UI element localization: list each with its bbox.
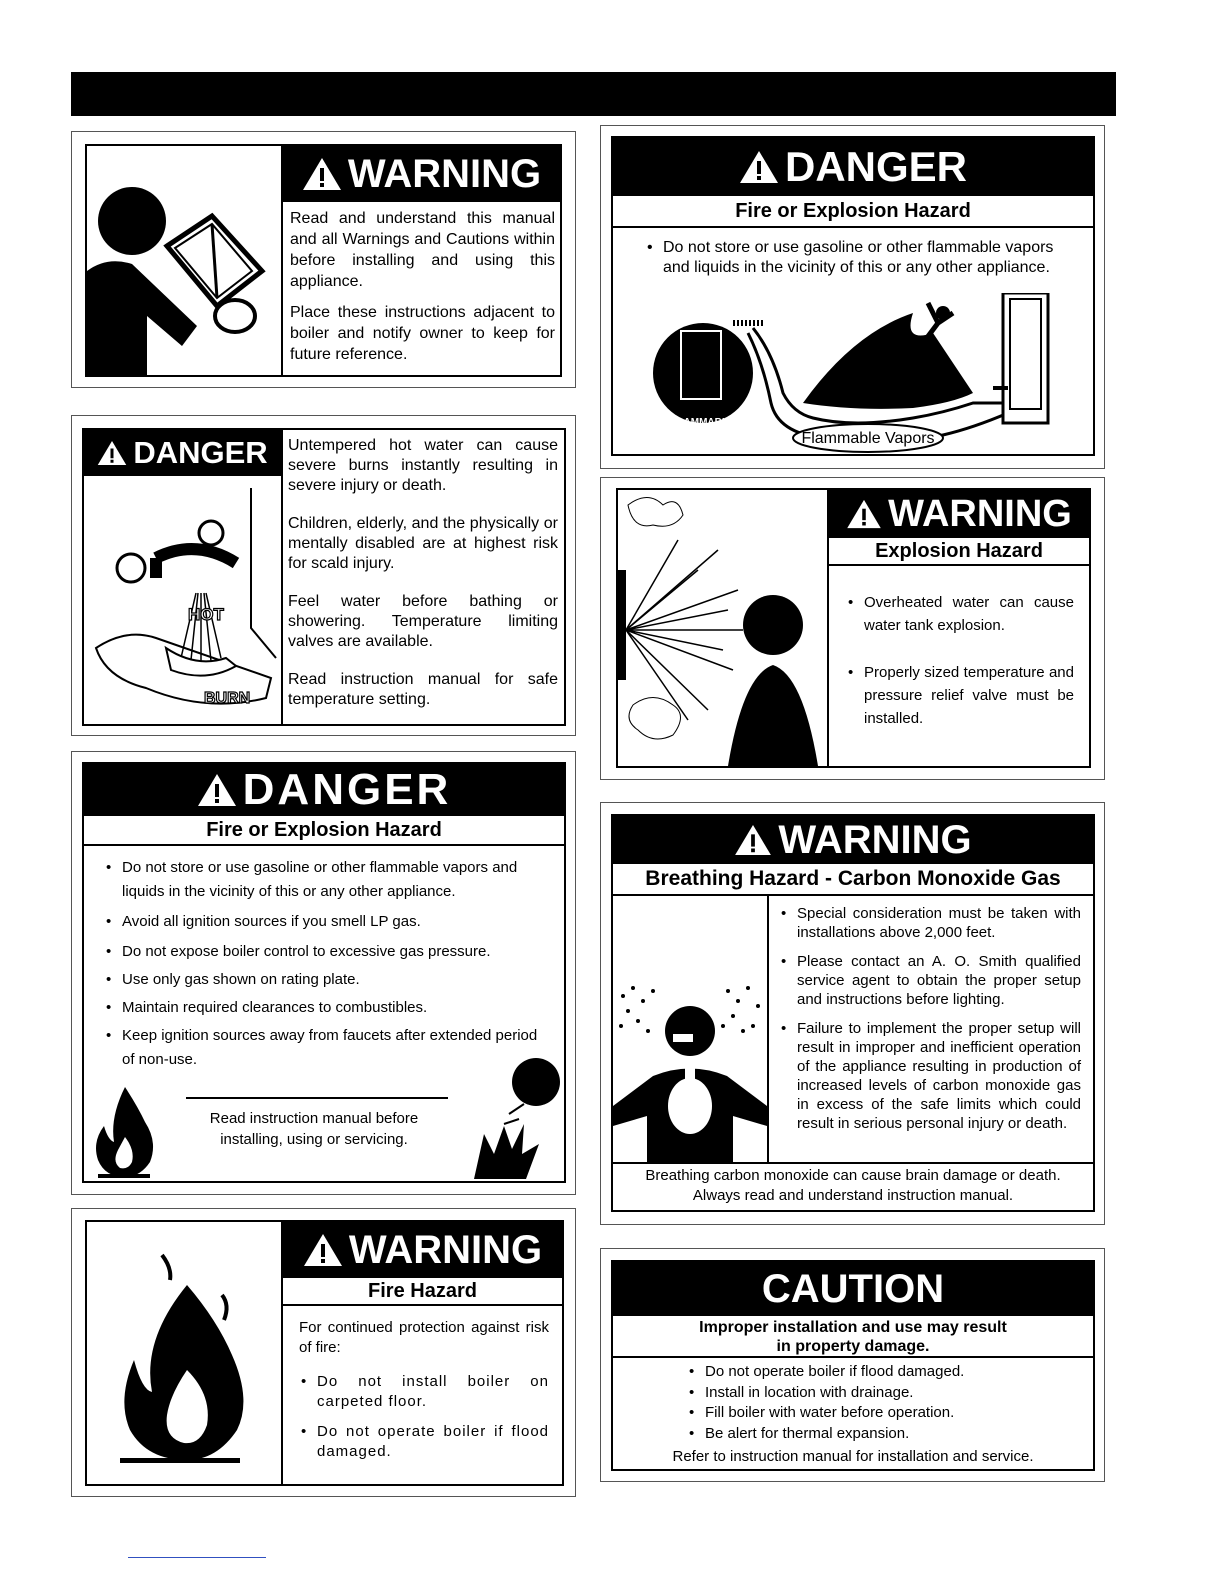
- alert-triangle-icon: [97, 440, 127, 466]
- flame-icon: [90, 1082, 160, 1180]
- list-item: • Maintain required clearances to combustibles.: [104, 996, 544, 1020]
- footer-link-underline: [128, 1557, 266, 1558]
- list-item: • Use only gas shown on rating plate.: [104, 968, 544, 992]
- caution-subheader-line1: Improper installation and use may result: [699, 1319, 1007, 1336]
- alert-triangle-icon: [302, 157, 342, 191]
- burn-label: BURN: [204, 690, 251, 707]
- warning-co-header: [613, 816, 1093, 864]
- warning-read-header: [283, 146, 560, 202]
- caution-bullets: [687, 1362, 1067, 1444]
- danger-fire-footer: [174, 1108, 454, 1150]
- warning-co-frame: [611, 814, 1095, 1212]
- flammable-can-label: FLAMMABLE: [671, 417, 735, 428]
- warning-fire-header: [283, 1222, 562, 1278]
- list-item: • Special consideration must be taken with installations above 2,000 feet.: [779, 904, 1081, 942]
- list-item: • Be alert for thermal expansion.: [687, 1424, 1067, 1445]
- flammable-vapors-illustration: [653, 293, 1093, 453]
- warning-read-para1: Read and understand this manual and all Warnings and Cautions within before installing and using this appliance.: [290, 210, 555, 290]
- warning-explosion-header: [829, 490, 1089, 538]
- alert-triangle-icon: [739, 150, 779, 184]
- tank-explosion-illustration: [618, 490, 827, 766]
- carbon-monoxide-person-illustration: [613, 976, 767, 1162]
- warning-fire-body: [299, 1318, 549, 1462]
- section-header-bar: [71, 72, 1116, 116]
- danger-vapors-header-text: DANGER: [784, 143, 967, 190]
- list-item: • Keep ignition sources away from faucets after extended period of non-use.: [104, 1024, 544, 1072]
- warning-explosion-header-text: WARNING: [888, 492, 1072, 535]
- person-reading-icon: [87, 176, 281, 376]
- flammable-vapors-label: Flammable Vapors: [801, 430, 935, 447]
- list-item: • Install in location with drainage.: [687, 1383, 1067, 1404]
- list-item: • Overheated water can cause water tank explosion.: [846, 591, 1074, 637]
- warning-co-footer: [613, 1166, 1093, 1206]
- warning-explosion-frame: [616, 488, 1091, 768]
- list-item: • Do not store or use gasoline or other flammable vapors and liquids in the vicinity of this or any other appliance.: [645, 238, 1065, 278]
- danger-fire-panel: [71, 751, 576, 1195]
- warning-read-header-text: WARNING: [347, 151, 542, 196]
- large-flame-icon: [112, 1250, 262, 1470]
- alert-triangle-icon: [846, 499, 882, 529]
- warning-read-manual-panel: [71, 131, 576, 388]
- warning-explosion-panel: [600, 477, 1105, 780]
- caution-subheader-line2: in property damage.: [776, 1338, 930, 1355]
- list-item: • Do not store or use gasoline or other flammable vapors and liquids in the vicinity of this or any other appliance.: [104, 856, 544, 904]
- danger-scald-header: [84, 430, 281, 476]
- warning-explosion-bullets: [846, 591, 1074, 730]
- danger-vapors-header: [613, 138, 1093, 196]
- warning-fire-header-text: WARNING: [348, 1227, 543, 1272]
- list-item: • Avoid all ignition sources if you smell LP gas.: [104, 910, 544, 934]
- warning-fire-frame: [85, 1220, 564, 1486]
- list-item: • Please contact an A. O. Smith qualified service agent to obtain the proper setup and instructions before lighting.: [779, 952, 1081, 1009]
- warning-co-header-text: WARNING: [778, 817, 972, 862]
- list-item: • Do not expose boiler control to excessive gas pressure.: [104, 940, 544, 964]
- warning-fire-intro: For continued protection against risk of fire:: [299, 1319, 549, 1356]
- danger-vapors-panel: [600, 125, 1105, 469]
- caution-header: CAUTION: [613, 1262, 1093, 1316]
- warning-co-panel: [600, 802, 1105, 1225]
- alert-triangle-icon: [734, 824, 772, 856]
- explosion-person-icon: [464, 1054, 564, 1182]
- danger-scald-para1: Untempered hot water can cause severe burns instantly resulting in severe injury or death.: [288, 437, 558, 494]
- list-item: • Fill boiler with water before operation.: [687, 1403, 1067, 1424]
- list-item: • Do not install boiler on carpeted floor.: [299, 1372, 549, 1412]
- danger-scald-header-text: DANGER: [133, 435, 268, 470]
- list-item: • Do not operate boiler if flood damaged.: [299, 1422, 549, 1462]
- warning-read-para2: Place these instructions adjacent to boiler and notify owner to keep for future reference.: [290, 304, 555, 363]
- warning-co-footer-line2: Always read and understand instruction manual.: [692, 1187, 1014, 1204]
- danger-fire-footer-line2: installing, using or servicing.: [220, 1131, 408, 1148]
- warning-explosion-subheader: Explosion Hazard: [829, 538, 1089, 566]
- warning-co-subheader: Breathing Hazard - Carbon Monoxide Gas: [613, 864, 1093, 896]
- alert-triangle-icon: [197, 773, 237, 807]
- hot-label: HOT: [188, 605, 224, 624]
- danger-fire-header-text: DANGER: [242, 765, 452, 814]
- danger-scald-para4: Read instruction manual for safe temperature setting.: [288, 671, 558, 708]
- danger-fire-footer-line1: Read instruction manual before: [209, 1110, 419, 1127]
- warning-read-body: [290, 208, 555, 375]
- danger-scald-frame: [82, 428, 566, 726]
- warning-fire-subheader: Fire Hazard: [283, 1278, 562, 1306]
- danger-vapors-subheader: Fire or Explosion Hazard: [613, 196, 1093, 228]
- caution-subheader: [613, 1316, 1093, 1358]
- alert-triangle-icon: [303, 1233, 343, 1267]
- scald-faucet-icon: [86, 478, 280, 723]
- danger-scald-para3: Feel water before bathing or showering. Temperature limiting valves are available.: [288, 593, 558, 650]
- warning-co-footer-line1: Breathing carbon monoxide can cause brain damage or death.: [645, 1167, 1061, 1184]
- list-item: • Failure to implement the proper setup will result in improper and inefficient operation of the appliance resulting in production of increased levels of carbon monoxide gas in excess of the safe limits which could result in serious personal injury or death.: [779, 1019, 1081, 1133]
- danger-fire-subheader: Fire or Explosion Hazard: [84, 816, 564, 846]
- danger-scald-panel: [71, 415, 576, 736]
- warning-read-manual-frame: [85, 144, 562, 377]
- caution-frame: [611, 1260, 1095, 1471]
- warning-co-bullets: [779, 904, 1081, 1133]
- list-item: • Properly sized temperature and pressure relief valve must be installed.: [846, 661, 1074, 730]
- caution-panel: [600, 1248, 1105, 1482]
- danger-vapors-frame: [611, 136, 1095, 456]
- danger-scald-body: [288, 436, 558, 720]
- danger-fire-frame: [82, 762, 566, 1183]
- danger-vapors-bullets: [645, 238, 1065, 278]
- danger-fire-header: [84, 764, 564, 816]
- danger-fire-bullets: [104, 856, 544, 1072]
- warning-fire-panel: [71, 1208, 576, 1497]
- list-item: • Do not operate boiler if flood damaged.: [687, 1362, 1067, 1383]
- danger-scald-para2: Children, elderly, and the physically or mentally disabled are at highest risk for scald injury.: [288, 515, 558, 572]
- caution-footer: Refer to instruction manual for installation and service.: [672, 1448, 1034, 1465]
